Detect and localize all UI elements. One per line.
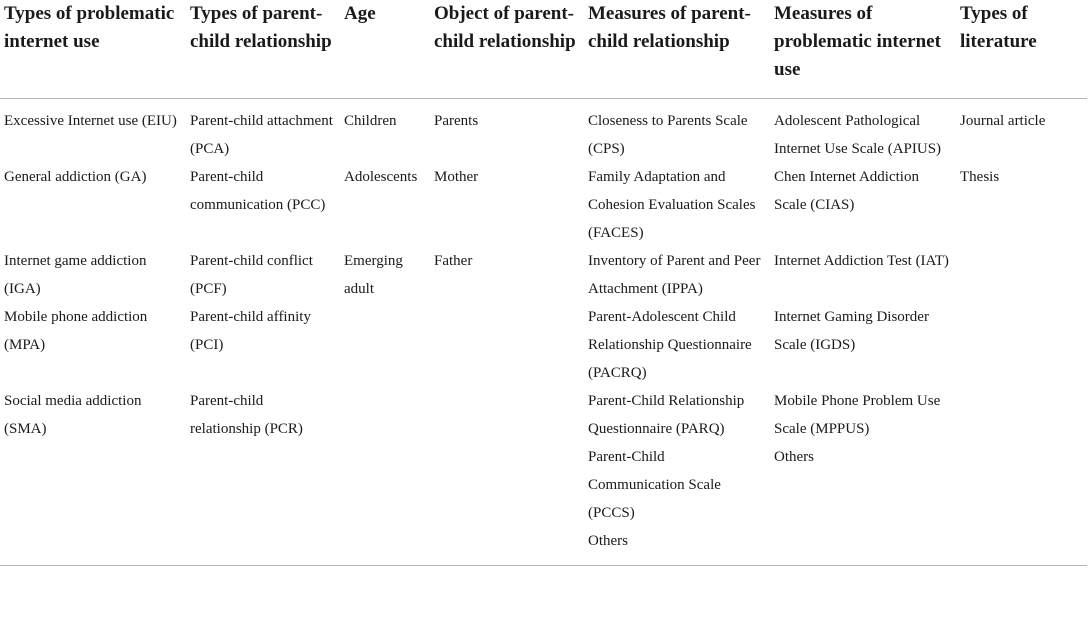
table-cell: Inventory of Parent and Peer Attachment (IPPA)	[588, 253, 761, 297]
table-cell: Journal article	[960, 113, 1046, 129]
table-cell: Mobile Phone Problem Use Scale (MPPUS)	[774, 393, 941, 437]
table-cell: Parent-child attachment (PCA)	[190, 113, 333, 157]
table-cell: Parent-Adolescent Child Relationship Questionnaire (PACRQ)	[588, 309, 752, 381]
table-cell	[430, 387, 584, 443]
table-row	[0, 247, 1087, 303]
table-cell	[340, 303, 430, 387]
table-cell	[956, 387, 1087, 443]
header-literature-types: Types of literature	[956, 0, 1087, 99]
table-cell: Social media addiction (SMA)	[4, 393, 142, 437]
table-cell: Parent-child relationship (PCR)	[190, 393, 303, 437]
header-problematic-internet-use-types: Types of problematic internet use	[0, 0, 186, 99]
table-cell	[186, 527, 340, 566]
header-age: Age	[340, 0, 430, 99]
table-row	[0, 443, 1087, 527]
table-cell: Adolescent Pathological Internet Use Scale (APIUS)	[774, 113, 942, 157]
table-cell: Closeness to Parents Scale (CPS)	[588, 113, 748, 157]
table-cell: Family Adaptation and Cohesion Evaluation Scales (FACES)	[588, 169, 756, 241]
header-internet-use-measures: Measures of problematic internet use	[770, 0, 956, 99]
table-cell: Thesis	[960, 169, 1000, 185]
table-cell: Parent-child affinity (PCI)	[190, 309, 311, 353]
table-cell: Children	[344, 113, 397, 129]
table-row	[0, 303, 1087, 387]
table-cell	[956, 443, 1087, 527]
table-cell	[430, 303, 584, 387]
table-cell: Excessive Internet use (EIU)	[4, 113, 177, 129]
table-cell	[0, 443, 186, 527]
table-cell	[956, 303, 1087, 387]
header-relationship-measures: Measures of parent-child relationship	[584, 0, 770, 99]
table-cell: Parent-child communication (PCC)	[190, 169, 326, 213]
table-cell	[956, 527, 1087, 566]
table-cell	[186, 443, 340, 527]
table-cell: Internet Gaming Disorder Scale (IGDS)	[774, 309, 929, 353]
header-row	[0, 0, 1087, 99]
table-cell: Parent-Child Relationship Questionnaire (PARQ)	[588, 393, 745, 437]
table-cell: Parent-child conflict (PCF)	[190, 253, 313, 297]
table-cell: Adolescents	[344, 169, 418, 185]
table-cell: General addiction (GA)	[4, 169, 147, 185]
header-parent-child-relationship-types: Types of parent-child relationship	[186, 0, 340, 99]
table-cell: Others	[584, 527, 770, 566]
table-cell: Parent-Child Communication Scale (PCCS)	[588, 449, 721, 521]
table-cell: Others	[774, 449, 814, 465]
table-row	[0, 527, 1087, 566]
table-cell: Chen Internet Addiction Scale (CIAS)	[774, 169, 919, 213]
table-cell	[430, 443, 584, 527]
table-cell: Father	[434, 253, 473, 269]
table-cell	[340, 387, 430, 443]
table-cell: Mobile phone addiction (MPA)	[4, 309, 148, 353]
table-cell: Mother	[434, 169, 479, 185]
table-cell	[430, 527, 584, 566]
table-cell: Internet Addiction Test (IAT)	[774, 253, 949, 269]
table-row	[0, 387, 1087, 443]
table-cell	[340, 527, 430, 566]
header-relationship-object: Object of parent-child relationship	[430, 0, 584, 99]
table-row	[0, 163, 1087, 247]
table-cell	[340, 443, 430, 527]
table-row	[0, 99, 1087, 164]
table-cell	[0, 527, 186, 566]
table-cell: Internet game addiction (IGA)	[4, 253, 147, 297]
table-cell: Emerging adult	[344, 253, 403, 297]
table-cell	[770, 527, 956, 566]
table-cell: Parents	[434, 113, 479, 129]
table-cell	[956, 247, 1087, 303]
